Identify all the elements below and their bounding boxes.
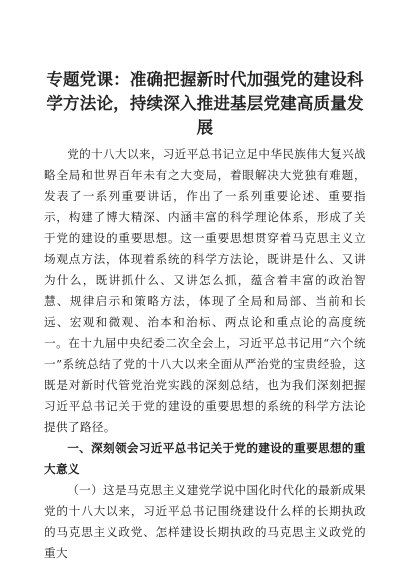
section-one-heading: 一、深刻领会习近平总书记关于党的建设的重要思想的重大意义 [44,441,366,476]
intro-paragraph: 党的十八大以来，习近平总书记立足中华民族伟大复兴战略全局和世界百年未有之大变局，着眼解决大党独有难题，发表了一系列重要讲话，作出了一系列重要论述、重要指示，构建了博大精深、内涵丰富的科学理论体系，形成了关于党的建设的重要思想。这一重要思想贯穿着马克思主义立场观点方法，体现着系统的科学方法论，既讲是什么、又讲为什么，既讲抓什么、又讲怎么抓，蕴含着丰富的政治智慧、规律启示和策略方法，体现了全局和局部、当前和长远、宏观和微观、治本和治标、两点论和重点论的高度统一。在十九届中央纪委二次全会上，习近平总书记用“六个统一”系统总结了党的十八大以来全面从严治党的宝贵经验，这既是对新时代管党治党实践的深刻总结，也为我们深刻把握习近平总书记关于党的建设的重要思想的系统的科学方法论提供了路径。 [44,147,366,434]
section-one-paragraph: （一）这是马克思主义建党学说中国化时代化的最新成果党的十八大以来，习近平总书记围绕建设什么样的长期执政的马克思主义政党、怎样建设长期执政的马克思主义政党的重大 [44,483,366,560]
document-title: 专题党课：准确把握新时代加强党的建设科学方法论，持续深入推进基层党建高质量发展 [46,70,364,137]
